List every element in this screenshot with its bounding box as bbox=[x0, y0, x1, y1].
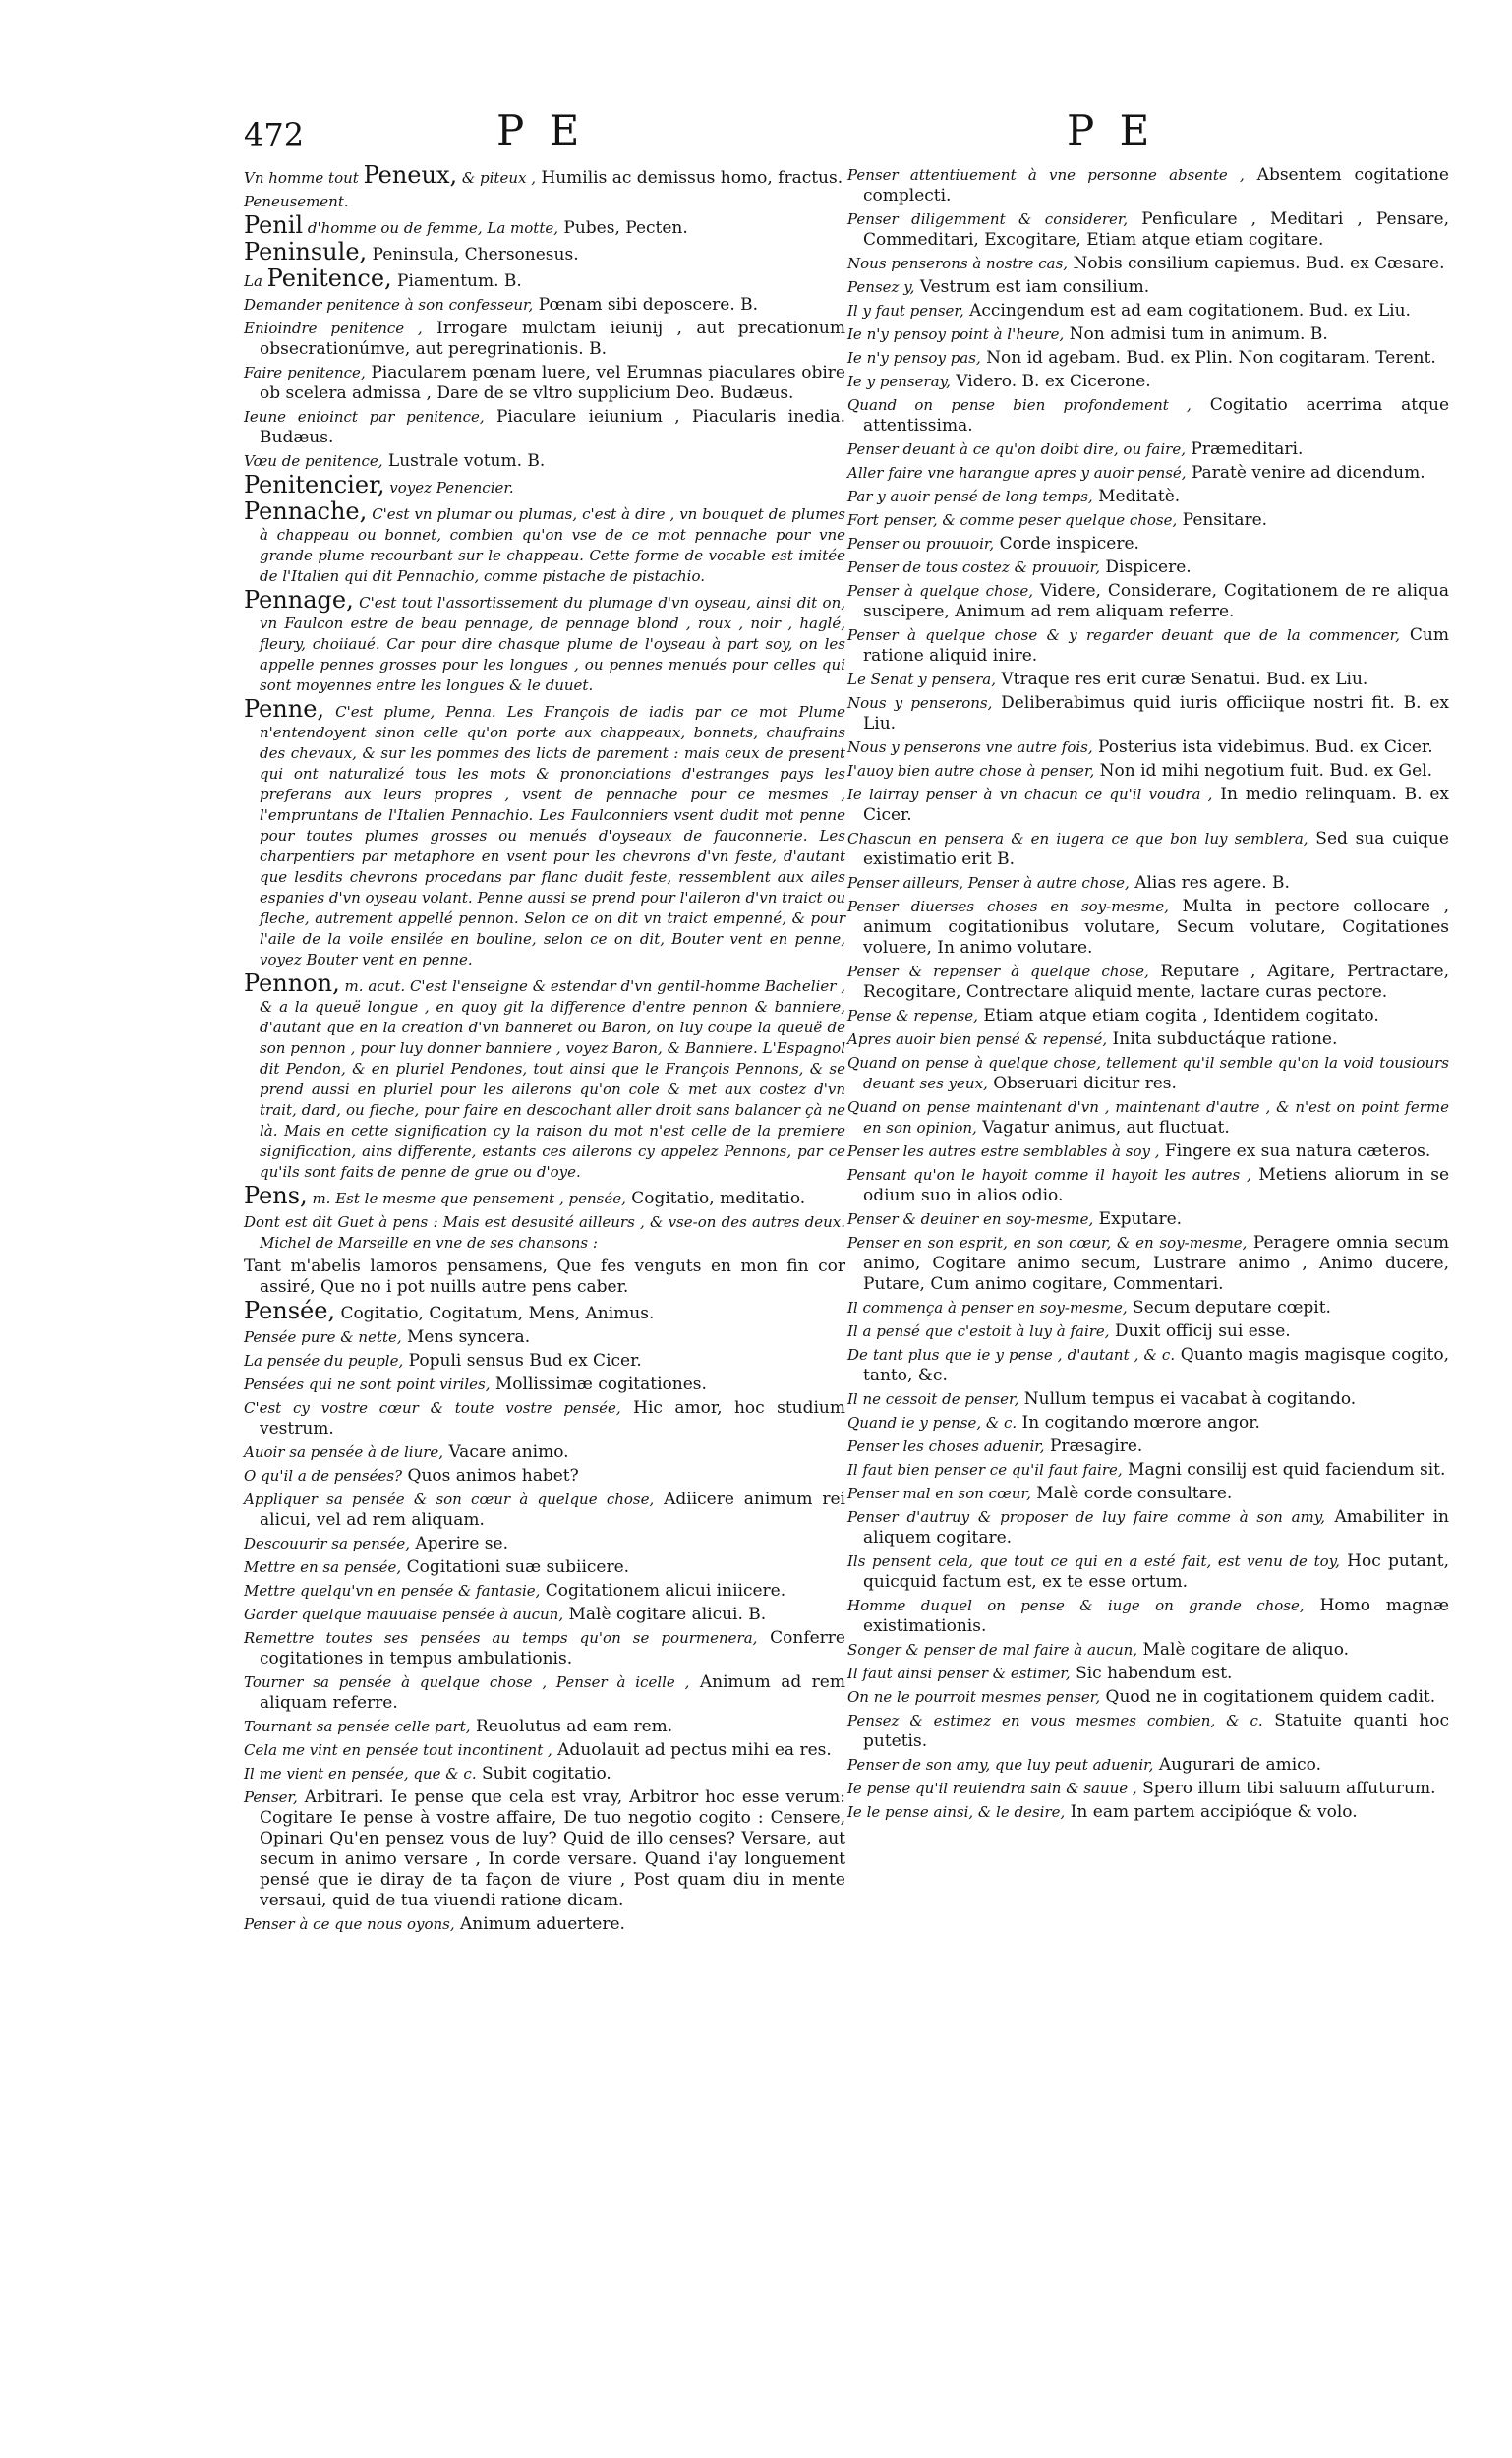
entry-latin: Subit cogitatio. bbox=[476, 1764, 611, 1784]
entry-french: On ne le pourroit mesmes penser, bbox=[847, 1688, 1101, 1706]
dictionary-entry bbox=[847, 209, 1449, 251]
entry-latin: Cum ratione aliquid inire. bbox=[863, 625, 1449, 666]
running-head-left: P E bbox=[496, 106, 586, 154]
dictionary-entry bbox=[847, 1596, 1449, 1637]
dictionary-entry bbox=[847, 1209, 1449, 1230]
entry-latin: Irrogare mulctam ieiunij , aut precationum obsecrationúmve, aut peregrinationis. B. bbox=[260, 319, 845, 359]
entry-latin: Amabiliter in aliquem cogitare. bbox=[863, 1507, 1449, 1548]
entry-latin: In medio relinquam. B. ex Cicer. bbox=[863, 785, 1449, 825]
entry-french: Chascun en pensera & en iugera ce que bon luy semblera, bbox=[847, 830, 1308, 848]
entry-latin: Non admisi tum in animum. B. bbox=[1064, 324, 1328, 344]
entry-headword: Pennage, bbox=[244, 586, 354, 614]
entry-latin: Magni consilij est quid faciendum sit. bbox=[1122, 1460, 1446, 1480]
entry-latin: Reputare , Agitare, Pertractare, Recogitare, Contrectare aliquid mente, lactare curas pectore. bbox=[863, 962, 1449, 1002]
entry-french: Vœu de penitence, bbox=[244, 452, 383, 470]
entry-latin: Penficulare , Meditari , Pensare, Commeditari, Excogitare, Etiam atque etiam cogitare. bbox=[863, 209, 1450, 250]
dictionary-entry bbox=[244, 451, 845, 472]
dictionary-entry bbox=[244, 497, 845, 587]
entry-french: Le Senat y pensera, bbox=[847, 671, 996, 688]
dictionary-entry bbox=[847, 581, 1449, 622]
dictionary-entry bbox=[244, 238, 845, 265]
entry-french: Ie lairray penser à vn chacun ce qu'il voudra , bbox=[847, 786, 1213, 803]
entry-french: Penser à ce que nous oyons, bbox=[244, 1915, 455, 1933]
dictionary-entry bbox=[847, 463, 1449, 484]
entry-french: Penser & deuiner en soy-mesme, bbox=[847, 1210, 1094, 1228]
dictionary-entry bbox=[244, 1212, 845, 1254]
entry-latin: Malè corde consultare. bbox=[1030, 1484, 1233, 1503]
entry-french: Penser les choses aduenir, bbox=[847, 1437, 1045, 1455]
dictionary-entry bbox=[847, 1345, 1449, 1386]
dictionary-entry bbox=[847, 1141, 1449, 1162]
entry-french: Penser & repenser à quelque chose, bbox=[847, 963, 1149, 980]
entry-french: Fort penser, & comme peser quelque chose, bbox=[847, 511, 1178, 529]
entry-latin: Arbitrari. Ie pense que cela est vray, Arbitror hoc esse verum: Cogitare Ie pense à vostre affaire, De tuo negotio cogito : Censere, Opinari Qu'en pensez vous de luy? Quid de illo censes? Versare, aut secum in animo versare , In corde versare. Quand i'ay longuement pensé que ie diray de ta façon de viure , Post quam diu in mente versaui, quid de tua viuendi ratione dicam. bbox=[260, 1787, 845, 1910]
entry-french: C'est tout l'assortissement du plumage d'vn oyseau, ainsi dit on, vn Faulcon estre de beau pennage, de pennage blond , roux , noir , haglé, fleury, choiiaué. Car pour dire chasque plume de l'oyseau à part soy, on les appelle pennes grosses pour les longues , ou pennes menués pour celles qui sont moyennes entre les longues & le duuet. bbox=[260, 594, 845, 694]
dictionary-entry bbox=[244, 1182, 845, 1209]
entry-latin: Reuolutus ad eam rem. bbox=[470, 1717, 673, 1736]
entry-french: Enioindre penitence , bbox=[244, 320, 423, 337]
entry-latin: Deliberabimus quid iuris officiique nostri fit. B. ex Liu. bbox=[863, 693, 1449, 733]
dictionary-entry bbox=[847, 1640, 1449, 1661]
entry-french: Pensées qui ne sont point viriles, bbox=[244, 1375, 491, 1393]
entry-french: Appliquer sa pensée & son cœur à quelque chose, bbox=[244, 1491, 655, 1508]
entry-french: Penser diligemment & considerer, bbox=[847, 210, 1129, 228]
entry-french: Apres auoir bien pensé & repensé, bbox=[847, 1030, 1108, 1048]
entry-french: Ie y penseray, bbox=[847, 373, 951, 390]
entry-headword: Pennon, bbox=[244, 969, 340, 997]
entry-headword: Penitence, bbox=[266, 264, 392, 292]
dictionary-entry bbox=[847, 785, 1449, 826]
dictionary-entry bbox=[847, 1664, 1449, 1684]
entry-lead: Vn homme tout bbox=[244, 169, 364, 187]
left-column bbox=[244, 161, 845, 1938]
entry-french: Aller faire vne harangue apres y auoir pensé, bbox=[847, 464, 1187, 482]
entry-headword: Penil bbox=[244, 211, 304, 239]
entry-latin: Conferre cogitationes in tempus ambulationis. bbox=[260, 1628, 845, 1668]
dictionary-entry bbox=[244, 1375, 845, 1395]
entry-french: Il faut bien penser ce qu'il faut faire, bbox=[847, 1461, 1123, 1479]
entry-french: O qu'il a de pensées? bbox=[244, 1467, 403, 1485]
entry-latin: Malè cogitare de aliquo. bbox=[1137, 1640, 1350, 1660]
dictionary-entry bbox=[847, 761, 1449, 782]
entry-latin: Cogitatio, Cogitatum, Mens, Animus. bbox=[335, 1304, 655, 1323]
dictionary-entry bbox=[244, 1351, 845, 1372]
dictionary-entry bbox=[244, 1466, 845, 1487]
entry-latin: Statuite quanti hoc putetis. bbox=[863, 1711, 1449, 1751]
entry-latin: Lustrale votum. B. bbox=[382, 451, 546, 471]
entry-french: Quand on pense maintenant d'vn , maintenant d'autre , & n'est on point ferme en son opinion, bbox=[847, 1098, 1449, 1137]
dictionary-entry bbox=[847, 1298, 1449, 1318]
entry-french: Homme duquel on pense & iuge on grande chose, bbox=[847, 1597, 1305, 1614]
entry-latin: In eam partem accipióque & volo. bbox=[1065, 1802, 1358, 1822]
dictionary-entry bbox=[244, 211, 845, 239]
entry-french: Il commença à penser en soy-mesme, bbox=[847, 1299, 1128, 1317]
entry-latin: Augurari de amico. bbox=[1153, 1755, 1322, 1775]
dictionary-entry bbox=[244, 1740, 845, 1761]
entry-french: Penser les autres estre semblables à soy , bbox=[847, 1142, 1160, 1160]
dictionary-entry bbox=[847, 1233, 1449, 1295]
entry-latin: Vestrum est iam consilium. bbox=[914, 277, 1150, 297]
dictionary-entry bbox=[847, 1389, 1449, 1410]
dictionary-entry bbox=[244, 295, 845, 316]
dictionary-entry bbox=[244, 1534, 845, 1554]
entry-french: Nous y penserons vne autre fois, bbox=[847, 738, 1093, 756]
dictionary-entry bbox=[847, 962, 1449, 1003]
entry-latin: Dispicere. bbox=[1099, 557, 1192, 577]
entry-french: Mettre quelqu'vn en pensée & fantasie, bbox=[244, 1582, 541, 1600]
entry-latin: Pœnam sibi deposcere. B. bbox=[533, 295, 759, 315]
entry-french: Pensée pure & nette, bbox=[244, 1328, 402, 1346]
entry-latin: Videro. B. ex Cicerone. bbox=[950, 372, 1151, 391]
entry-french: La pensée du peuple, bbox=[244, 1352, 404, 1370]
entry-latin: Adiicere animum rei alicui, vel ad rem aliquam. bbox=[260, 1490, 845, 1530]
entry-french: Penser à quelque chose & y regarder deuant que de la commencer, bbox=[847, 626, 1400, 644]
entry-french: Penser en son esprit, en son cœur, & en soy-mesme, bbox=[847, 1234, 1248, 1252]
entry-latin: Mens syncera. bbox=[401, 1327, 531, 1347]
page-number: 472 bbox=[244, 116, 305, 153]
entry-latin: Peragere omnia secum animo, Cogitare animo secum, Lustrare animo , Animo ducere, Putare, Cum animo cogitare, Commentari. bbox=[863, 1233, 1450, 1294]
entry-french: Penser attentiuement à vne personne absente , bbox=[847, 166, 1245, 184]
entry-latin: Nobis consilium capiemus. Bud. ex Cæsare. bbox=[1068, 254, 1445, 273]
entry-latin: Nullum tempus ei vacabat à cogitando. bbox=[1018, 1389, 1357, 1409]
entry-latin: Vacare animo. bbox=[443, 1442, 569, 1462]
entry-headword: Peninsule, bbox=[244, 238, 368, 265]
entry-french: Ie le pense ainsi, & le desire, bbox=[847, 1803, 1066, 1821]
dictionary-entry bbox=[847, 395, 1449, 437]
entry-french: Penser de tous costez & prouuoir, bbox=[847, 558, 1100, 576]
dictionary-entry bbox=[847, 439, 1449, 460]
entry-latin: Inita subductáque ratione. bbox=[1107, 1029, 1338, 1049]
entry-french: m. acut. C'est l'enseigne & estendar d'vn gentil-homme Bachelier , & a la queuë longue , en quoy git la difference d'entre pennon & banniere, d'autant que en la creation d'vn banneret ou Baron, on luy coupe la queuë de son pennon , pour luy donner banniere , voyez Baron, & Banniere. L'Espagnol dit Pendon, & en pluriel Pendones, tout ainsi que le François Pennons, & se prend aussi en pluriel pour les ailerons qu'on cole & met aux costez d'vn trait, dard, ou fleche, pour faire en descochant aller droit sans balancer çà ne là. Mais en cette signification cy la raison du mot n'est celle de la premiere signification, ains differente, estants ces ailerons cy appelez Pennons, par ce qu'ils sont faits de penne de grue ou d'oye. bbox=[260, 977, 845, 1181]
entry-french: Quand on pense à quelque chose, tellement qu'il semble qu'on la void tousiours deuant ses yeux, bbox=[847, 1054, 1449, 1092]
entry-french: I'auoy bien autre chose à penser, bbox=[847, 762, 1095, 780]
entry-french: Ie n'y pensoy pas, bbox=[847, 349, 981, 367]
dictionary-entry bbox=[847, 1484, 1449, 1504]
dictionary-entry bbox=[847, 829, 1449, 870]
entry-latin: Vtraque res erit curæ Senatui. Bud. ex Liu. bbox=[996, 670, 1368, 689]
dictionary-entry bbox=[847, 1097, 1449, 1139]
entry-french: Il a pensé que c'estoit à luy à faire, bbox=[847, 1322, 1110, 1340]
entry-latin: Absentem cogitatione complecti. bbox=[863, 165, 1449, 205]
entry-french: Penser de son amy, que luy peut aduenir, bbox=[847, 1756, 1154, 1774]
running-head-right: P E bbox=[1067, 106, 1156, 154]
entry-french: Penser d'autruy & proposer de luy faire comme à son amy, bbox=[847, 1508, 1326, 1526]
dictionary-entry bbox=[244, 319, 845, 360]
entry-french: Il ne cessoit de penser, bbox=[847, 1390, 1019, 1408]
entry-french: d'homme ou de femme, La motte, bbox=[303, 219, 558, 237]
entry-latin: Posterius ista videbimus. Bud. ex Cicer. bbox=[1092, 737, 1433, 757]
entry-french: Penser ou prouuoir, bbox=[847, 535, 995, 553]
dictionary-entry bbox=[847, 277, 1449, 298]
dictionary-entry bbox=[847, 873, 1449, 894]
entry-latin: Hic amor, hoc studium vestrum. bbox=[260, 1398, 845, 1438]
entry-latin: Homo magnæ existimationis. bbox=[863, 1596, 1449, 1636]
dictionary-entry bbox=[244, 1557, 845, 1578]
entry-latin: Videre, Considerare, Cogitationem de re aliqua suscipere, Animum ad rem aliquam referre. bbox=[863, 581, 1449, 621]
entry-latin: Piamentum. B. bbox=[391, 271, 522, 291]
dictionary-entry bbox=[244, 161, 845, 189]
entry-french: C'est cy vostre cœur & toute vostre pensée, bbox=[244, 1399, 621, 1417]
dictionary-entry bbox=[847, 1711, 1449, 1752]
entry-latin: Piaculare ieiunium , Piacularis inedia. Budæus. bbox=[260, 407, 845, 447]
dictionary-entry bbox=[847, 1053, 1449, 1094]
dictionary-entry bbox=[847, 1507, 1449, 1549]
entry-latin: Pensitare. bbox=[1177, 510, 1268, 530]
entry-french: Il me vient en pensée, que & c. bbox=[244, 1765, 477, 1783]
dictionary-entry bbox=[847, 1413, 1449, 1434]
dictionary-entry bbox=[847, 625, 1449, 667]
dictionary-entry bbox=[847, 737, 1449, 758]
entry-french: Pensez y, bbox=[847, 278, 915, 296]
entry-french: Penser ailleurs, Penser à autre chose, bbox=[847, 874, 1130, 892]
entry-french: Pense & repense, bbox=[847, 1007, 978, 1024]
entry-latin: Secum deputare cœpit. bbox=[1127, 1298, 1331, 1317]
entry-headword: Pens, bbox=[244, 1182, 308, 1209]
entry-french: C'est vn plumar ou plumas, c'est à dire , vn bouquet de plumes à chappeau ou bonnet, combien qu'on vse de ce mot pennache pour vne grande plume recourbant sur le chappeau. Cette forme de vocable est imitée de l'Italien qui dit Pennachio, comme pistache de pistachio. bbox=[260, 505, 845, 585]
dictionary-entry bbox=[244, 1914, 845, 1935]
dictionary-entry bbox=[244, 192, 845, 212]
entry-french: Ieune enioinct par penitence, bbox=[244, 408, 485, 426]
dictionary-entry bbox=[244, 1442, 845, 1463]
entry-latin: Tant m'abelis lamoros pensamens, Que fes venguts en mon fin cor assiré, Que no i pot nuills autre pens caber. bbox=[244, 1257, 845, 1297]
entry-french: Mettre en sa pensée, bbox=[244, 1558, 402, 1576]
dictionary-entry bbox=[244, 695, 845, 970]
entry-latin: Animum ad rem aliquam referre. bbox=[260, 1672, 845, 1713]
dictionary-entry bbox=[244, 1490, 845, 1531]
entry-headword: Pennache, bbox=[244, 497, 368, 525]
entry-french: Penser mal en son cœur, bbox=[847, 1485, 1031, 1502]
entry-french: Descouurir sa pensée, bbox=[244, 1535, 411, 1552]
entry-latin: Mollissimæ cogitationes. bbox=[490, 1375, 707, 1394]
entry-latin: Metiens aliorum in se odium suo in alios odio. bbox=[863, 1165, 1450, 1205]
dictionary-entry bbox=[847, 1321, 1449, 1342]
dictionary-entry bbox=[847, 510, 1449, 531]
entry-french: Nous penserons à nostre cas, bbox=[847, 255, 1069, 272]
entry-latin: Accingendum est ad eam cogitationem. Bud. ex Liu. bbox=[963, 301, 1411, 321]
dictionary-entry bbox=[847, 1755, 1449, 1776]
dictionary-entry bbox=[244, 363, 845, 404]
entry-latin: Spero illum tibi saluum affuturum. bbox=[1136, 1779, 1436, 1798]
dictionary-entry bbox=[847, 1436, 1449, 1457]
entry-latin: Malè cogitare alicui. B. bbox=[563, 1605, 767, 1624]
entry-latin: Exputare. bbox=[1093, 1209, 1183, 1229]
dictionary-entry bbox=[244, 407, 845, 448]
dictionary-entry bbox=[847, 324, 1449, 345]
entry-french: Garder quelque mauuaise pensée à aucun, bbox=[244, 1606, 564, 1623]
entry-latin: Corde inspicere. bbox=[994, 534, 1139, 554]
entry-french: voyez Penencier. bbox=[384, 479, 514, 497]
entry-latin: Peninsula, Chersonesus. bbox=[367, 245, 579, 264]
entry-latin: Fingere ex sua natura cæteros. bbox=[1159, 1141, 1431, 1161]
entry-latin: Sic habendum est. bbox=[1070, 1664, 1233, 1683]
dictionary-entry bbox=[244, 1581, 845, 1602]
dictionary-entry bbox=[244, 1787, 845, 1911]
entry-latin: Sed sua cuique existimatio erit B. bbox=[863, 829, 1449, 869]
entry-latin: Piacularem pœnam luere, vel Erumnas piaculares obire ob scelera admissa , Dare de se vltro supplicium Deo. Budæus. bbox=[260, 363, 845, 403]
entry-latin: Quanto magis magisque cogito, tanto, &c. bbox=[863, 1345, 1449, 1385]
entry-french: Penser à quelque chose, bbox=[847, 582, 1034, 600]
dictionary-entry bbox=[847, 693, 1449, 734]
entry-french: Penser, bbox=[244, 1788, 298, 1806]
entry-latin: Animum aduertere. bbox=[454, 1914, 625, 1934]
entry-latin: Aduolauit ad pectus mihi ea res. bbox=[552, 1740, 832, 1760]
dictionary-entry bbox=[847, 1687, 1449, 1708]
entry-french: Faire penitence, bbox=[244, 364, 366, 381]
dictionary-entry bbox=[847, 1029, 1449, 1050]
entry-french: Cela me vint en pensée tout incontinent , bbox=[244, 1741, 552, 1759]
running-head bbox=[0, 106, 1512, 155]
entry-latin: Vagatur animus, aut fluctuat. bbox=[976, 1118, 1230, 1138]
entry-latin: Quos animos habet? bbox=[402, 1466, 579, 1486]
dictionary-entry bbox=[847, 301, 1449, 322]
entry-french: Demander penitence à son confesseur, bbox=[244, 296, 534, 314]
dictionary-entry bbox=[244, 1398, 845, 1439]
entry-french: Pensant qu'on le hayoit comme il hayoit les autres , bbox=[847, 1166, 1251, 1184]
entry-french: Songer & penser de mal faire à aucun, bbox=[847, 1641, 1138, 1659]
entry-french: Nous y penserons, bbox=[847, 694, 993, 712]
dictionary-entry bbox=[244, 1605, 845, 1625]
entry-latin: Meditatè. bbox=[1092, 487, 1181, 506]
dictionary-entry bbox=[244, 586, 845, 696]
entry-latin: In cogitando mœrore angor. bbox=[1017, 1413, 1260, 1433]
entry-french: & piteux , bbox=[457, 169, 536, 187]
entry-latin: Non id mihi negotium fuit. Bud. ex Gel. bbox=[1094, 761, 1433, 781]
entry-latin: Paratè venire ad dicendum. bbox=[1186, 463, 1425, 483]
dictionary-entry bbox=[847, 1165, 1449, 1206]
dictionary-entry bbox=[847, 1460, 1449, 1481]
dictionary-entry bbox=[244, 969, 845, 1183]
entry-latin: Etiam atque etiam cogita , Identidem cogitato. bbox=[977, 1006, 1379, 1025]
entry-french: Auoir sa pensée à de liure, bbox=[244, 1443, 444, 1461]
entry-headword: Peneux, bbox=[363, 161, 458, 189]
entry-latin: Aperire se. bbox=[410, 1534, 508, 1553]
dictionary-entry bbox=[847, 372, 1449, 392]
dictionary-entry bbox=[847, 534, 1449, 555]
entry-french: Quand ie y pense, & c. bbox=[847, 1414, 1018, 1432]
entry-latin: Cogitatio acerrima atque attentissima. bbox=[863, 395, 1449, 436]
dictionary-entry bbox=[847, 1779, 1449, 1799]
entry-latin: Cogitationem alicui iniicere. bbox=[540, 1581, 786, 1601]
entry-french: Par y auoir pensé de long temps, bbox=[847, 488, 1093, 505]
dictionary-entry bbox=[847, 1551, 1449, 1593]
dictionary-entry bbox=[244, 1257, 845, 1298]
entry-latin: Alias res agere. B. bbox=[1129, 873, 1290, 893]
entry-lead: La bbox=[244, 272, 267, 290]
dictionary-entry bbox=[244, 1297, 845, 1324]
entry-headword: Pensée, bbox=[244, 1297, 336, 1324]
entry-latin: Præsagire. bbox=[1044, 1436, 1143, 1456]
entry-latin: Humilis ac demissus homo, fractus. bbox=[535, 168, 843, 188]
entry-french: Il y faut penser, bbox=[847, 302, 964, 320]
dictionary-entry bbox=[847, 254, 1449, 274]
dictionary-entry bbox=[847, 348, 1449, 369]
entry-french: Penser deuant à ce qu'on doibt dire, ou faire, bbox=[847, 440, 1186, 458]
dictionary-entry bbox=[244, 1327, 845, 1348]
dictionary-entry bbox=[847, 557, 1449, 578]
entry-headword: Penitencier, bbox=[244, 471, 385, 498]
dictionary-entry bbox=[847, 1802, 1449, 1823]
entry-french: Peneusement. bbox=[244, 193, 349, 210]
entry-latin: Duxit officij sui esse. bbox=[1109, 1321, 1291, 1341]
entry-french: Quand on pense bien profondement , bbox=[847, 396, 1192, 414]
dictionary-entry bbox=[847, 165, 1449, 206]
entry-french: m. Est le mesme que pensement , pensée, bbox=[307, 1190, 626, 1207]
entry-latin: Præmeditari. bbox=[1186, 439, 1304, 459]
entry-french: Pensez & estimez en vous mesmes combien, & c. bbox=[847, 1712, 1263, 1729]
entry-latin: Quod ne in cogitationem quidem cadit. bbox=[1100, 1687, 1436, 1707]
entry-latin: Cogitationi suæ subiicere. bbox=[401, 1557, 630, 1577]
entry-french: Il faut ainsi penser & estimer, bbox=[847, 1665, 1071, 1682]
entry-latin: Cogitatio, meditatio. bbox=[625, 1189, 806, 1208]
entry-french: Dont est dit Guet à pens : Mais est desusité ailleurs , & vse-on des autres deux. Michel de Marseille en vne de ses chansons : bbox=[244, 1213, 845, 1252]
entry-french: De tant plus que ie y pense , d'autant , & c. bbox=[847, 1346, 1176, 1364]
dictionary-entry bbox=[847, 1006, 1449, 1026]
entry-french: Tourner sa pensée à quelque chose , Penser à icelle , bbox=[244, 1673, 690, 1691]
right-column bbox=[847, 165, 1449, 1826]
entry-headword: Penne, bbox=[244, 695, 325, 723]
dictionary-entry bbox=[847, 897, 1449, 959]
entry-french: Tournant sa pensée celle part, bbox=[244, 1718, 471, 1735]
entry-french: Ils pensent cela, que tout ce qui en a esté fait, est venu de toy, bbox=[847, 1552, 1340, 1570]
entry-french: Penser diuerses choses en soy-mesme, bbox=[847, 898, 1169, 915]
entry-french: Ie pense qu'il reuiendra sain & sauue , bbox=[847, 1780, 1137, 1797]
entry-french: C'est plume, Penna. Les François de iadis par ce mot Plume n'entendoyent sinon celle qu'on porte aux chappeaux, bonnets, chaufrains des chevaux, & sur les pommes des licts de parement : mais ceux de present qui ont naturalizé tous les mots & prononciations d'estranges pays les preferans aux leurs propres , vsent de pennache pour ce mesmes , l'empruntans de l'Italien Pennachio. Les Faulconniers vsent dudit mot penne pour toutes plumes grosses ou menués d'oyseaux de fauconnerie. Les charpentiers par metaphore en vsent pour les chevrons d'vn feste, d'autant que lesdits chevrons procedans par flanc dudit feste, ressemblent aux ailes espanies d'vn oyseau volant. Penne aussi se prend pour l'aileron d'vn traict ou fleche, autrement appellé pennon. Selon ce on dit vn traict empenné, & pour l'aile de la voile ensilée en bouline, selon ce on dit, Bouter vent en penne, voyez Bouter vent en penne. bbox=[260, 703, 845, 968]
dictionary-entry bbox=[244, 471, 845, 498]
entry-latin: Obseruari dicitur res. bbox=[987, 1074, 1177, 1093]
dictionary-entry bbox=[847, 670, 1449, 690]
entry-latin: Hoc putant, quicquid factum est, ex te esse ortum. bbox=[863, 1551, 1450, 1592]
entry-latin: Pubes, Pecten. bbox=[558, 218, 688, 238]
entry-french: Remettre toutes ses pensées au temps qu'on se pourmenera, bbox=[244, 1629, 758, 1647]
dictionary-entry bbox=[244, 1717, 845, 1737]
dictionary-entry bbox=[244, 1764, 845, 1785]
entry-french: Ie n'y pensoy point à l'heure, bbox=[847, 325, 1065, 343]
dictionary-entry bbox=[847, 487, 1449, 507]
entry-latin: Multa in pectore collocare , animum cogitationibus volutare, Secum volutare, Cogitationes voluere, In animo volutare. bbox=[863, 897, 1449, 958]
entry-latin: Non id agebam. Bud. ex Plin. Non cogitaram. Terent. bbox=[980, 348, 1436, 368]
dictionary-entry bbox=[244, 1628, 845, 1669]
dictionary-entry bbox=[244, 1672, 845, 1714]
entry-latin: Populi sensus Bud ex Cicer. bbox=[403, 1351, 642, 1371]
dictionary-entry bbox=[244, 264, 845, 292]
